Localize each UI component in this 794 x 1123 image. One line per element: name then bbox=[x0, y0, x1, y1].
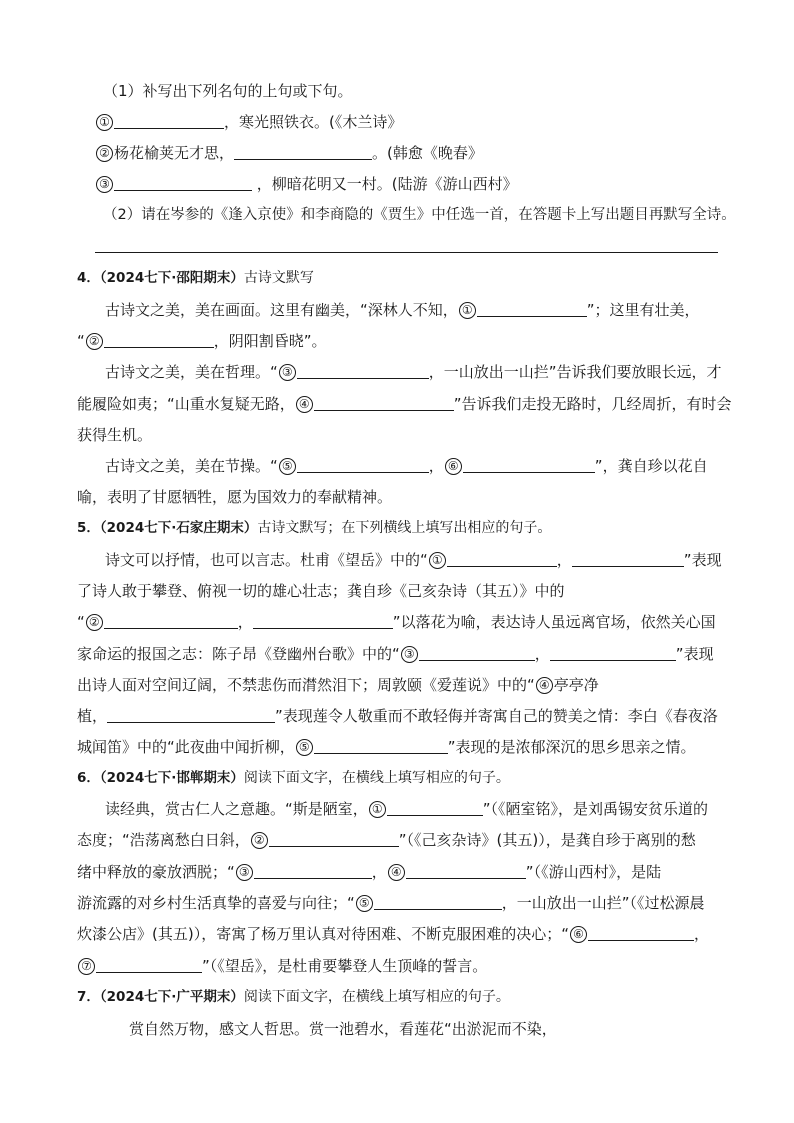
q5-line: 诗文可以抒情，也可以言志。杜甫《望岳》中的“ ① ， ”表现 bbox=[105, 551, 722, 569]
circled-number-3: ③ bbox=[279, 364, 296, 381]
answer-blank[interactable] bbox=[104, 612, 238, 629]
answer-blank[interactable] bbox=[550, 644, 676, 661]
q4-line: 获得生机。 bbox=[77, 426, 153, 444]
q3-part1-instruction: （1）补写出下列名句的上句或下句。 bbox=[103, 82, 353, 100]
q5-line: 了诗人敢于攀登、俯视一切的雄心壮志；龚自珍《己亥杂诗（其五）》中的 bbox=[77, 582, 565, 600]
circled-number-5: ⑤ bbox=[279, 458, 296, 475]
answer-blank[interactable] bbox=[234, 143, 372, 160]
answer-blank[interactable] bbox=[96, 956, 202, 973]
q3-item-1: ① ，寒光照铁衣。(《木兰诗》 bbox=[95, 111, 402, 133]
answer-blank[interactable] bbox=[104, 331, 214, 348]
circled-number-4: ④ bbox=[296, 396, 313, 413]
q6-line: 读经典，赏古仁人之意趣。“斯是陋室， ① ”（《陋室铭》，是刘禹锡安贫乐道的 bbox=[105, 800, 709, 818]
question-source: （2024七下·广平期末） bbox=[99, 989, 244, 1005]
circled-number-2: ② bbox=[96, 145, 113, 162]
question-4-header: 4．（2024七下·邵阳期末）古诗文默写 bbox=[77, 270, 314, 286]
answer-blank[interactable] bbox=[269, 830, 399, 847]
circled-number-2: ② bbox=[86, 614, 103, 631]
circled-number-4: ④ bbox=[388, 864, 405, 881]
circled-number-1: ① bbox=[96, 114, 113, 131]
q5-line: 城闻笛》中的“此夜曲中闻折柳， ⑤ ”表现的是浓郁深沉的思乡思亲之情。 bbox=[77, 738, 696, 756]
circled-number-1: ① bbox=[369, 801, 386, 818]
answer-blank[interactable] bbox=[374, 893, 502, 910]
circled-number-5: ⑤ bbox=[296, 739, 313, 756]
question-7-header: 7．（2024七下·广平期末）阅读下面文字，在横线上填写相应的句子。 bbox=[77, 989, 510, 1005]
circled-number-5: ⑤ bbox=[356, 895, 373, 912]
q6-line: ⑦ ”（《望岳》，是杜甫要攀登人生顶峰的誓言。 bbox=[77, 955, 487, 977]
q3-item-3: ③ ，柳暗花明又一村。(陆游《游山西村》 bbox=[95, 173, 518, 195]
circled-number-1: ① bbox=[459, 302, 476, 319]
circled-number-2: ② bbox=[86, 333, 103, 350]
answer-blank[interactable] bbox=[314, 737, 448, 754]
answer-blank[interactable] bbox=[572, 550, 684, 567]
answer-blank[interactable] bbox=[114, 112, 224, 129]
q5-line: 家命运的报国之志：陈子昂《登幽州台歌》中的“ ③ ， ”表现 bbox=[77, 645, 714, 663]
answer-blank[interactable] bbox=[463, 456, 595, 473]
answer-blank[interactable] bbox=[447, 550, 557, 567]
answer-blank[interactable] bbox=[297, 362, 429, 379]
circled-number-3: ③ bbox=[96, 176, 113, 193]
answer-blank[interactable] bbox=[387, 799, 483, 816]
q4-line: 古诗文之美，美在节操。“ ⑤ ， ⑥ ”，龚自珍以花自 bbox=[105, 457, 708, 475]
answer-line[interactable] bbox=[95, 252, 718, 253]
circled-number-3: ③ bbox=[401, 646, 418, 663]
q6-line: 态度；“浩荡离愁白日斜， ② ”（《己亥杂诗》(其五)），是龚自珍于离别的愁 bbox=[77, 831, 696, 849]
answer-blank[interactable] bbox=[253, 612, 393, 629]
circled-number-6: ⑥ bbox=[445, 458, 462, 475]
answer-blank[interactable] bbox=[419, 644, 535, 661]
answer-blank[interactable] bbox=[107, 706, 275, 723]
question-source: （2024七下·石家庄期末） bbox=[99, 520, 258, 536]
q6-line: 绪中释放的豪放洒脱；“ ③ ， ④ ”（《游山西村》，是陆 bbox=[77, 863, 662, 881]
circled-number-1: ① bbox=[429, 552, 446, 569]
q4-line: “ ② ，阴阳割昏晓”。 bbox=[77, 332, 327, 350]
answer-blank[interactable] bbox=[477, 300, 587, 317]
q4-line: 古诗文之美，美在哲理。“ ③ ，一山放出一山拦”告诉我们要放眼长远，才 bbox=[105, 363, 722, 381]
q3-part2-instruction: （2）请在岑参的《逢入京使》和李商隐的《贾生》中任选一首，在答题卡上写出题目再默写全诗。 bbox=[103, 207, 736, 223]
question-5-header: 5．（2024七下·石家庄期末）古诗文默写；在下列横线上填写出相应的句子。 bbox=[77, 520, 552, 536]
circled-number-2: ② bbox=[251, 832, 268, 849]
q6-line: 炊漆公店》(其五)），寄寓了杨万里认真对待困难、不断克服困难的决心；“ ⑥ ， bbox=[77, 925, 709, 943]
q5-line: 出诗人面对空间辽阔，不禁悲伤而潸然泪下；周敦颐《爱莲说》中的“ ④ 亭亭净 bbox=[77, 676, 599, 694]
circled-number-4: ④ bbox=[536, 677, 553, 694]
circled-number-3: ③ bbox=[236, 864, 253, 881]
answer-blank[interactable] bbox=[254, 862, 372, 879]
question-6-header: 6．（2024七下·邯郸期末）阅读下面文字，在横线上填写相应的句子。 bbox=[77, 770, 510, 786]
q4-line: 古诗文之美，美在画面。这里有幽美，“深林人不知， ① ”；这里有壮美， bbox=[105, 301, 700, 319]
answer-blank[interactable] bbox=[314, 394, 454, 411]
answer-blank[interactable] bbox=[588, 924, 694, 941]
circled-number-7: ⑦ bbox=[78, 958, 95, 975]
question-source: （2024七下·邯郸期末） bbox=[99, 770, 244, 786]
q5-line: “ ② ， ”以落花为喻，表达诗人虽远离官场，依然关心国 bbox=[77, 613, 716, 631]
q3-item-2: ② 杨花榆荚无才思， 。(韩愈《晚春》 bbox=[95, 142, 483, 164]
q4-line: 能履险如夷；“山重水复疑无路， ④ ”告诉我们走投无路时，几经周折，有时会 bbox=[77, 395, 732, 413]
question-source: （2024七下·邵阳期末） bbox=[99, 270, 244, 286]
answer-blank[interactable] bbox=[297, 456, 429, 473]
q7-line: 赏自然万物，感文人哲思。赏一池碧水，看莲花“出淤泥而不染， bbox=[129, 1020, 557, 1038]
answer-blank[interactable] bbox=[406, 862, 526, 879]
answer-blank[interactable] bbox=[114, 174, 252, 191]
q4-line: 喻，表明了甘愿牺牲，愿为国效力的奉献精神。 bbox=[77, 488, 393, 506]
q6-line: 游流露的对乡村生活真挚的喜爱与向往；“ ⑤ ，一山放出一山拦”（《过松源晨 bbox=[77, 894, 705, 912]
q5-line: 植， ”表现莲令人敬重而不敢轻侮并寄寓自己的赞美之情：李白《春夜洛 bbox=[77, 707, 718, 725]
circled-number-6: ⑥ bbox=[570, 926, 587, 943]
